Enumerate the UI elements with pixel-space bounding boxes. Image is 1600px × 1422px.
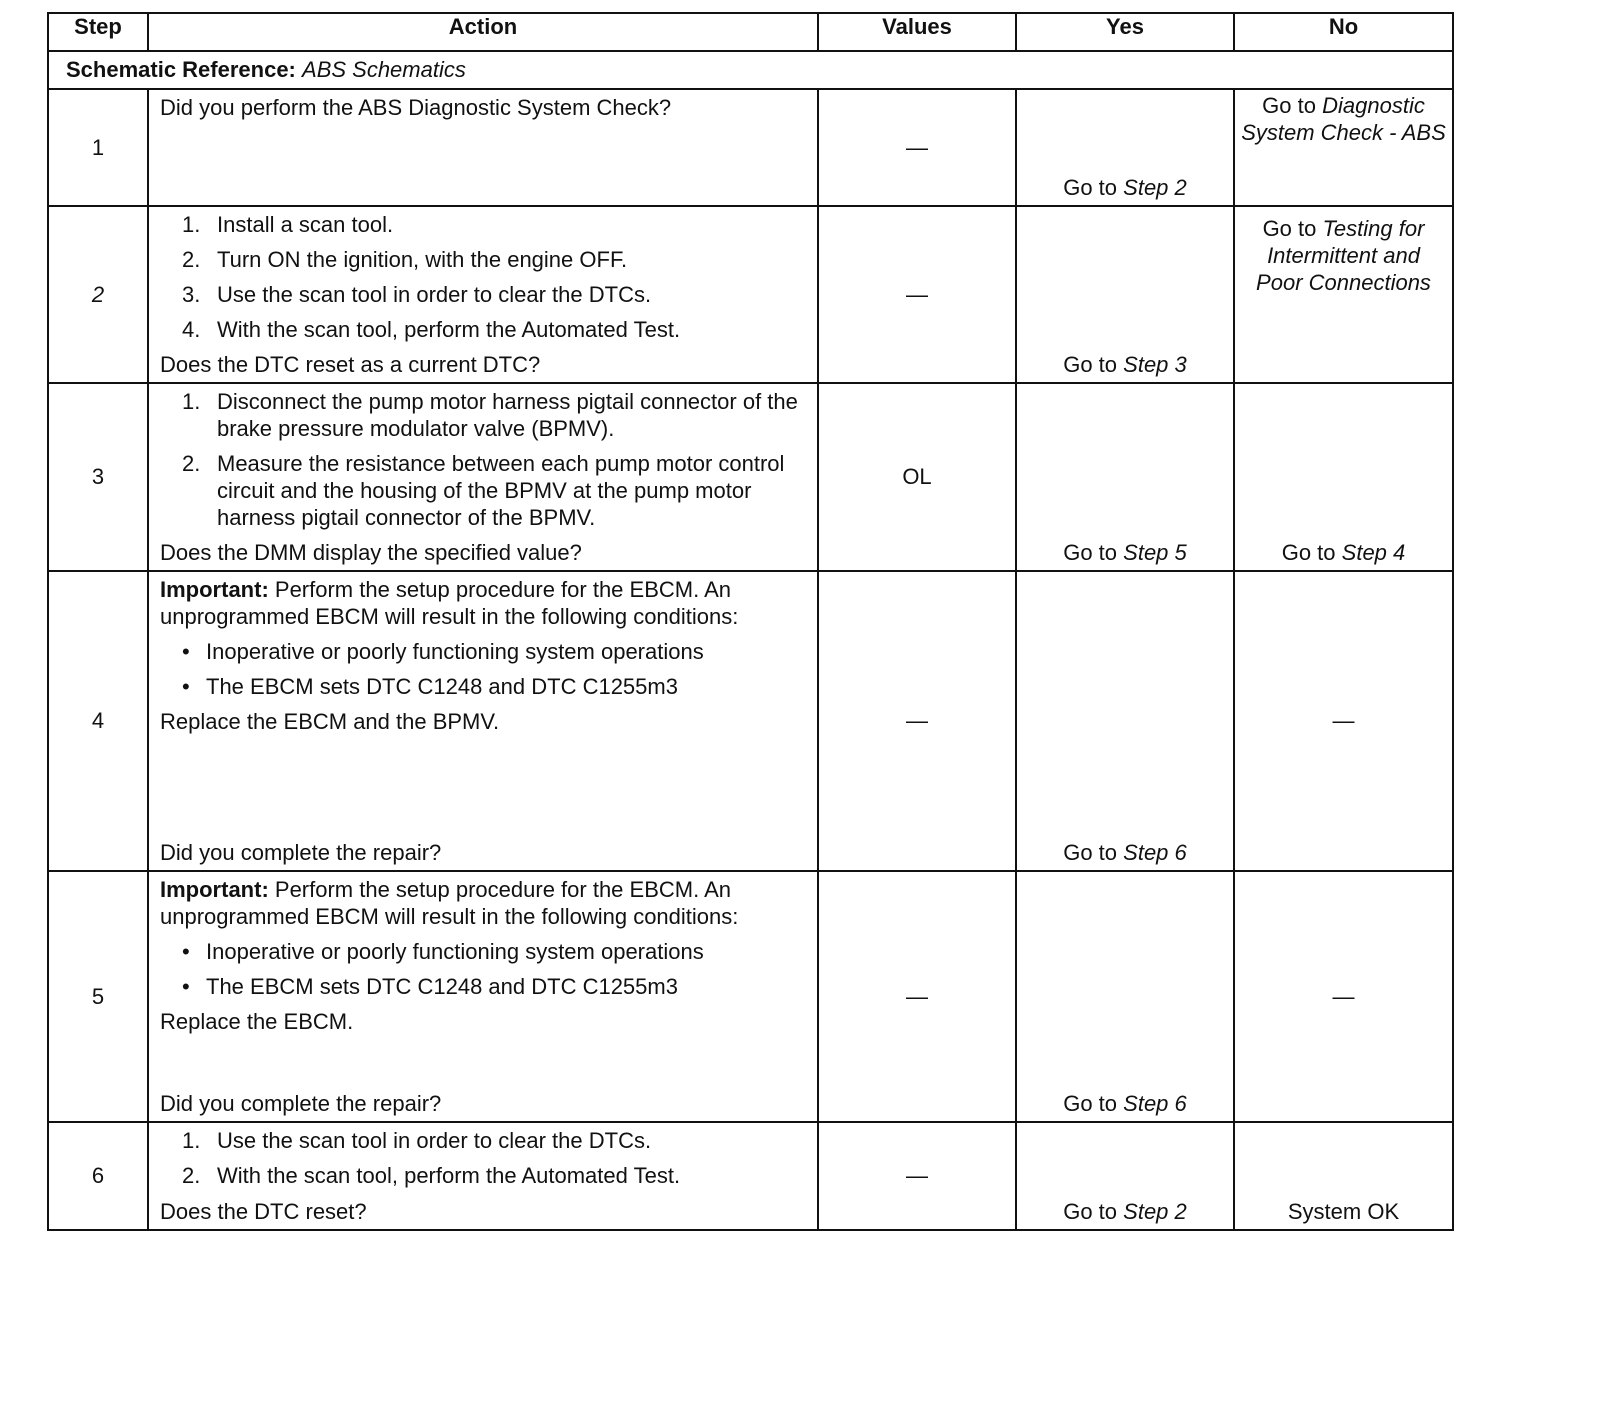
bullet-item: • The EBCM sets DTC C1248 and DTC C1255m3 (182, 674, 678, 699)
list-item: 2. Measure the resistance between each pump motor control circuit and the housing of the BPMV at the pump motor harness pigtail connector of the BPMV. (182, 451, 785, 530)
yes-link[interactable]: Go to Step 3 (1016, 206, 1234, 383)
table-row (48, 871, 1453, 1122)
yes-link[interactable]: Go to Step 2 (1016, 1122, 1234, 1230)
header-row (48, 13, 1453, 51)
question: Does the DMM display the specified value? (160, 540, 582, 565)
bullet-item: • Inoperative or poorly functioning system operations (182, 639, 704, 664)
yes-link[interactable]: Go to Step 5 (1016, 383, 1234, 571)
table-row (48, 383, 1453, 571)
no-value: — (1234, 571, 1453, 871)
table-row (48, 89, 1453, 206)
instruction: Replace the EBCM. (160, 1009, 354, 1034)
list-item: 2. With the scan tool, perform the Automated Test. (182, 1163, 681, 1188)
yes-link[interactable]: Go to Step 6 (1016, 871, 1234, 1122)
yes-link[interactable]: Go to Step 2 (1016, 89, 1234, 206)
step-number: 1 (48, 89, 148, 206)
question: Did you complete the repair? (160, 840, 442, 865)
value: — (818, 871, 1016, 1122)
schematic-link[interactable]: ABS Schematics (302, 57, 466, 82)
table-row (48, 571, 1453, 871)
list-item: 4. With the scan tool, perform the Automated Test. (182, 317, 681, 342)
yes-link[interactable]: Go to Step 6 (1016, 571, 1234, 871)
list-item: 1. Use the scan tool in order to clear the DTCs. (182, 1128, 652, 1153)
important-note: Important: Perform the setup procedure for the EBCM. An unprogrammed EBCM will result in the following conditions: (160, 577, 739, 629)
header-yes: Yes (1016, 13, 1234, 51)
list-item: 2. Turn ON the ignition, with the engine OFF. (182, 247, 628, 272)
no-value: — (1234, 871, 1453, 1122)
bullet-item: • The EBCM sets DTC C1248 and DTC C1255m3 (182, 974, 678, 999)
value: — (818, 571, 1016, 871)
no-link[interactable]: Go to Testing for Intermittent and Poor Connections (1234, 206, 1453, 383)
value: — (818, 89, 1016, 206)
list-item: 1. Disconnect the pump motor harness pigtail connector of the brake pressure modulator valve (BPMV). (182, 389, 798, 441)
step-number: 2 (91, 281, 105, 307)
schematic-label: Schematic Reference: (66, 57, 296, 82)
table-row (48, 206, 1453, 383)
header-step: Step (48, 13, 148, 51)
value: OL (818, 383, 1016, 571)
value: — (818, 1122, 1016, 1230)
step-number: 3 (48, 383, 148, 571)
no-value: System OK (1234, 1122, 1453, 1230)
list-item: 1. Install a scan tool. (182, 212, 394, 237)
bullet-item: • Inoperative or poorly functioning system operations (182, 939, 704, 964)
question: Does the DTC reset as a current DTC? (160, 352, 541, 377)
schematic-row (48, 51, 1453, 89)
important-note: Important: Perform the setup procedure for the EBCM. An unprogrammed EBCM will result in the following conditions: (160, 877, 739, 929)
value: — (818, 206, 1016, 383)
table-row (48, 1122, 1453, 1230)
question: Did you perform the ABS Diagnostic System Check? (160, 95, 672, 120)
header-action: Action (148, 13, 818, 51)
header-no: No (1234, 13, 1453, 51)
question: Did you complete the repair? (160, 1091, 442, 1116)
no-link[interactable]: Go to Step 4 (1234, 383, 1453, 571)
no-link[interactable]: Go to Diagnostic System Check - ABS (1234, 89, 1453, 206)
diagnostic-table (47, 12, 1454, 1231)
step-number: 5 (48, 871, 148, 1122)
list-item: 3. Use the scan tool in order to clear the DTCs. (182, 282, 652, 307)
header-values: Values (818, 13, 1016, 51)
step-number: 4 (48, 571, 148, 871)
question: Does the DTC reset? (160, 1199, 367, 1224)
step-number: 6 (48, 1122, 148, 1230)
instruction: Replace the EBCM and the BPMV. (160, 709, 500, 734)
